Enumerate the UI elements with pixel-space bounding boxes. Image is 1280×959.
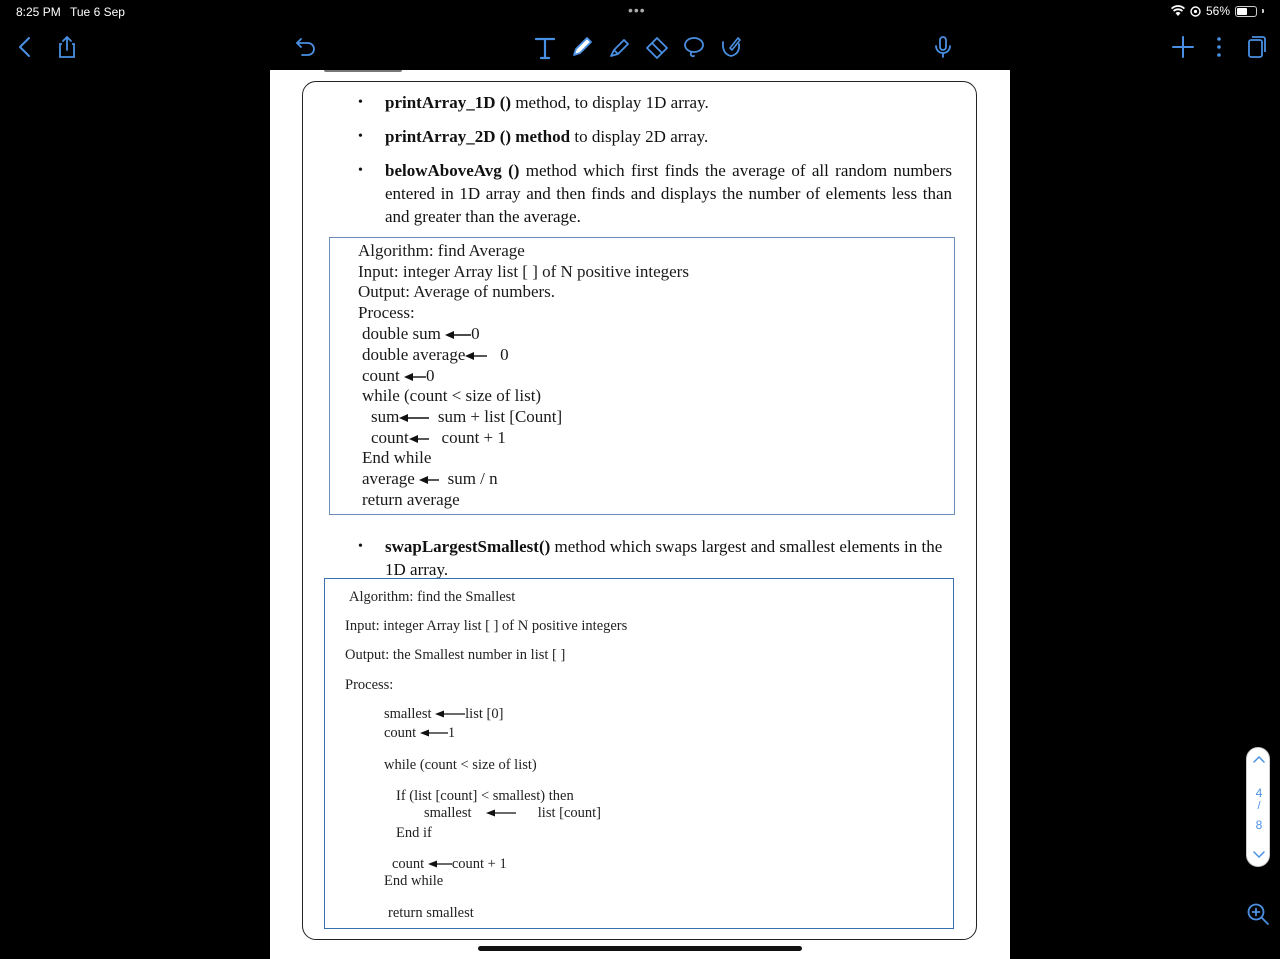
status-bar bbox=[0, 0, 1280, 24]
algorithm-find-smallest bbox=[324, 578, 954, 929]
eraser-icon[interactable] bbox=[642, 32, 672, 62]
toolbar bbox=[0, 28, 1280, 68]
page-scrubber[interactable]: 4 / 8 bbox=[1246, 747, 1270, 867]
bullet-swap-largest-smallest: • swapLargestSmallest() method which swaps largest and smallest elements in the 1D array. bbox=[358, 537, 943, 579]
lasso-icon[interactable] bbox=[679, 32, 709, 62]
pen-icon[interactable] bbox=[567, 32, 597, 62]
left-arrow-icon bbox=[404, 372, 426, 382]
text-tool-icon[interactable] bbox=[530, 32, 560, 62]
algo2-output: Output: the Smallest number in list [ ] bbox=[345, 647, 566, 663]
algo2-line: return smallest bbox=[388, 905, 474, 921]
total-pages: 8 bbox=[1255, 818, 1263, 832]
pages-icon[interactable] bbox=[1240, 32, 1270, 62]
algo2-input: Input: integer Array list [ ] of N positive integers bbox=[345, 618, 628, 634]
algo1-line: count count + 1 bbox=[371, 428, 506, 447]
more-icon[interactable] bbox=[1204, 32, 1234, 62]
left-arrow-icon bbox=[399, 413, 429, 423]
algo1-line: End while bbox=[362, 448, 432, 467]
algo2-line: while (count < size of list) bbox=[384, 757, 537, 773]
algo1-line: double average 0 bbox=[362, 345, 509, 364]
algo2-line: smallest list [0] bbox=[384, 706, 504, 722]
left-arrow-icon bbox=[435, 710, 465, 720]
back-chevron-icon[interactable] bbox=[10, 32, 40, 62]
add-icon[interactable] bbox=[1168, 32, 1198, 62]
bullet-below-above-avg: • belowAboveAvg () method which first finds the average of all random numbers entered in 1D array and then finds and displays the number of elements less than and greater than the average. bbox=[358, 161, 952, 226]
chevron-up-icon[interactable] bbox=[1252, 754, 1266, 764]
undo-icon[interactable] bbox=[291, 32, 321, 62]
algo1-process: Process: bbox=[358, 303, 415, 322]
algo2-line: count 1 bbox=[384, 725, 456, 741]
left-arrow-icon bbox=[409, 434, 429, 444]
algo2-line: smallest list [count] bbox=[424, 805, 602, 821]
algo2-title: Algorithm: find the Smallest bbox=[349, 589, 516, 605]
left-arrow-icon bbox=[428, 860, 452, 870]
shapes-icon[interactable] bbox=[716, 32, 746, 62]
bullet-print-2d: • printArray_2D () method to display 2D array. bbox=[358, 127, 709, 146]
chevron-down-icon[interactable] bbox=[1252, 850, 1266, 860]
current-page: 4 bbox=[1255, 786, 1263, 800]
left-arrow-icon bbox=[465, 351, 487, 361]
battery-percent: 56% bbox=[1205, 4, 1230, 18]
algo1-input: Input: integer Array list [ ] of N positive integers bbox=[358, 262, 689, 281]
document-page[interactable] bbox=[270, 70, 1010, 959]
algo1-line: return average bbox=[362, 490, 460, 509]
home-indicator[interactable] bbox=[478, 946, 802, 951]
highlighter-icon[interactable] bbox=[605, 32, 635, 62]
algo1-output: Output: Average of numbers. bbox=[358, 282, 556, 301]
orientation-lock-icon bbox=[1190, 6, 1201, 17]
algo1-line: count 0 bbox=[362, 366, 435, 385]
left-arrow-icon bbox=[420, 729, 448, 739]
left-arrow-icon bbox=[419, 475, 439, 485]
wifi-icon bbox=[1171, 5, 1185, 17]
algo2-process: Process: bbox=[345, 677, 394, 693]
algo1-line: double sum 0 bbox=[362, 324, 480, 343]
zoom-icon[interactable] bbox=[1245, 901, 1271, 927]
microphone-icon[interactable] bbox=[928, 32, 958, 62]
battery-icon bbox=[1235, 6, 1257, 17]
algo2-line: If (list [count] < smallest) then bbox=[396, 788, 574, 804]
algorithm-find-average bbox=[329, 237, 955, 515]
left-arrow-icon bbox=[486, 809, 516, 819]
algo2-line: End while bbox=[384, 873, 444, 889]
algo1-title: Algorithm: find Average bbox=[358, 241, 525, 260]
algo2-line: End if bbox=[396, 825, 432, 841]
algo1-line: sum sum + list [Count] bbox=[371, 407, 563, 426]
status-time: 8:25 PM bbox=[16, 5, 61, 19]
algo2-line: count count + 1 bbox=[392, 856, 507, 872]
left-arrow-icon bbox=[445, 330, 471, 340]
bullet-print-1d: • printArray_1D () method, to display 1D array. bbox=[358, 93, 709, 112]
status-indicators bbox=[1171, 4, 1264, 18]
algo1-line: while (count < size of list) bbox=[362, 386, 542, 405]
algo1-line: average sum / n bbox=[362, 469, 498, 488]
share-icon[interactable] bbox=[52, 32, 82, 62]
status-date: Tue 6 Sep bbox=[70, 5, 125, 19]
multitasking-dots[interactable]: ••• bbox=[628, 2, 646, 18]
